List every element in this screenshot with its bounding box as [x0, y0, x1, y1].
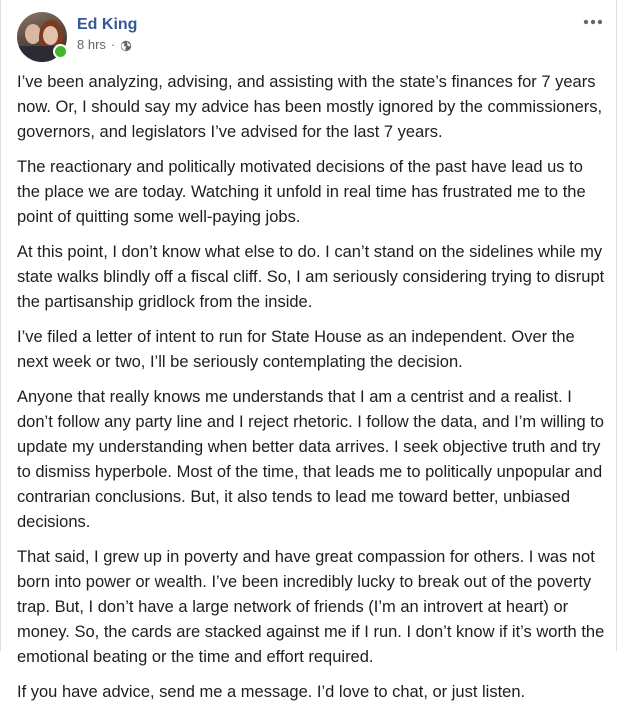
separator-dot: ·	[110, 37, 116, 52]
post-paragraph-4: I’ve filed a letter of intent to run for State House as an independent. Over the next week or two, I’ll be seriously contemplating the decision.	[17, 328, 575, 371]
post-paragraph-6: That said, I grew up in poverty and have great compassion for others. I was not born into power or wealth. I’ve been incredibly lucky to break out of the poverty trap. But, I don’t have a large network of friends (I’m an introvert at heart) or money. So, the cards are stacked against me if I run. I don’t know if it’s worth the emotional beating or the time and effort required.	[17, 548, 605, 666]
post-meta	[77, 15, 137, 54]
avatar-container[interactable]	[17, 12, 67, 62]
post-paragraph-5: Anyone that really knows me understands that I am a centrist and a realist. I don’t follow any party line and I reject rhetoric. I follow the data, and I’m willing to update my understanding when better data arrives. I seek objective truth and try to dismiss hyperbole. Most of the time, that leads me to politically unpopular and contrarian conclusions. But, it also tends to lead me toward better, unbiased decisions.	[17, 388, 604, 531]
online-status-icon	[53, 44, 68, 59]
post-header	[17, 12, 137, 62]
post-paragraph-1: I’ve been analyzing, advising, and assisting with the state’s finances for 7 years now. Or, I should say my advice has been mostly ignored by the commissioners, governors, and legislators I’ve advised for the last 7 years.	[17, 73, 603, 141]
avatar-person-right	[43, 26, 58, 45]
post-paragraph-7: If you have advice, send me a message. I’d love to chat, or just listen.	[17, 683, 526, 701]
post-paragraph-3: At this point, I don’t know what else to do. I can’t stand on the sidelines while my state walks blindly off a fiscal cliff. So, I am seriously considering trying to disrupt the partisanship gridlock from the inside.	[17, 243, 605, 311]
post-body	[17, 70, 607, 715]
post-paragraph-2: The reactionary and politically motivated decisions of the past have lead us to the place we are today. Watching it unfold in real time has frustrated me to the point of quitting some well-paying jobs.	[17, 158, 586, 226]
author-name[interactable]: Ed King	[77, 16, 138, 33]
more-options-icon[interactable]	[580, 14, 606, 30]
post-subline	[77, 36, 137, 54]
globe-icon[interactable]	[120, 39, 132, 51]
post-timestamp[interactable]: 8 hrs	[77, 37, 106, 52]
